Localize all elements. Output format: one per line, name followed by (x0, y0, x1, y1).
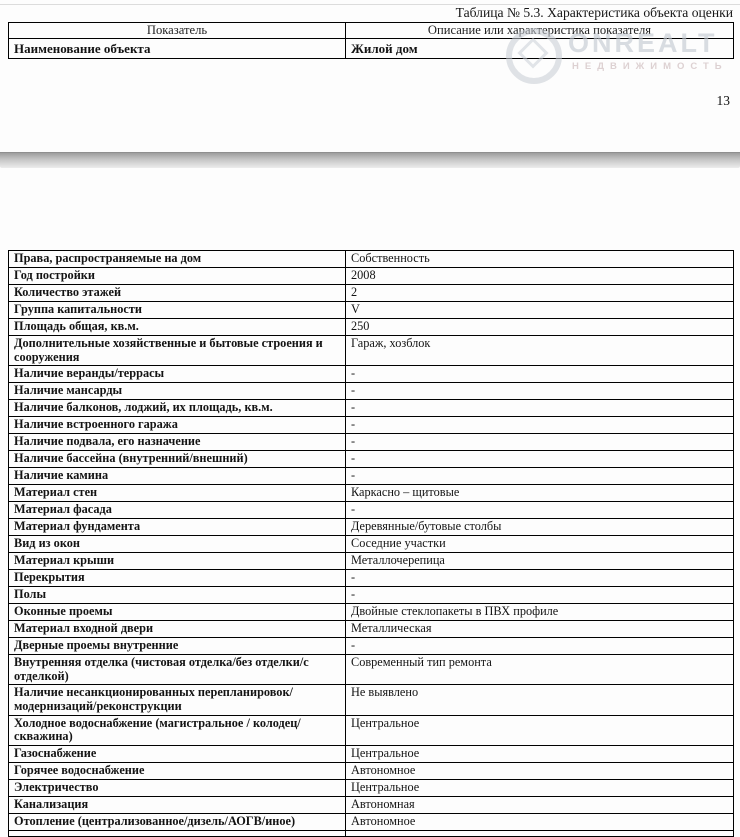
row-label: Канализация (9, 796, 346, 813)
row-label: Оконные проемы (9, 604, 346, 621)
table-row (9, 830, 734, 836)
table-row (9, 417, 734, 434)
row-label: Перекрытия (9, 570, 346, 587)
table-row (9, 434, 734, 451)
table-row (9, 553, 734, 570)
row-label: Материал входной двери (9, 621, 346, 638)
row-label: Внутренняя отделка (чистовая отделка/без отделки/с отделкой) (9, 655, 346, 685)
table-row (9, 302, 734, 319)
table-row (9, 502, 734, 519)
row-value: Металлочерепица (346, 553, 734, 570)
row-label: Наличие веранды/террасы (9, 366, 346, 383)
row-value: Автономное (346, 813, 734, 830)
row-label: Год постройки (9, 268, 346, 285)
row-label: Наличие встроенного гаража (9, 417, 346, 434)
row-value: Соседние участки (346, 536, 734, 553)
row-value: V (346, 302, 734, 319)
row-value: Жилой дом (346, 39, 734, 59)
row-value: - (346, 417, 734, 434)
row-value: Каркасно – щитовые (346, 485, 734, 502)
table-row (9, 285, 734, 302)
table-row (9, 268, 734, 285)
column-header-description: Описание или характеристика показателя (346, 23, 734, 39)
row-value: Центральное (346, 715, 734, 745)
row-label: Полы (9, 587, 346, 604)
table-row (9, 536, 734, 553)
table-row (9, 796, 734, 813)
table-row (9, 570, 734, 587)
row-label: Горячее водоснабжение (9, 762, 346, 779)
table-row (9, 336, 734, 366)
row-label: Материал стен (9, 485, 346, 502)
row-label: Наличие мансарды (9, 383, 346, 400)
table-row (9, 745, 734, 762)
page-number: 13 (716, 93, 730, 108)
row-label: Электричество (9, 779, 346, 796)
watermark-title: ONREALT (568, 28, 718, 58)
row-value: - (346, 502, 734, 519)
row-label: Отопление (централизованное/дизель/АОГВ/иное) (9, 813, 346, 830)
row-label: Холодное водоснабжение (магистральное / колодец/скважина) (9, 715, 346, 745)
table-row (9, 715, 734, 745)
table-row (9, 685, 734, 715)
row-value: - (346, 366, 734, 383)
table-caption: Таблица № 5.3. Характеристика объекта оценки (455, 5, 733, 20)
row-value: 2 (346, 285, 734, 302)
row-value: Современный тип ремонта (346, 655, 734, 685)
table-row (9, 400, 734, 417)
row-label: Материал крыши (9, 553, 346, 570)
column-header-indicator: Показатель (9, 23, 346, 39)
row-value: Двойные стеклопакеты в ПВХ профиле (346, 604, 734, 621)
table-row (9, 638, 734, 655)
row-value: 2008 (346, 268, 734, 285)
row-value: 250 (346, 319, 734, 336)
row-label: Наличие подвала, его назначение (9, 434, 346, 451)
row-label: Наличие несанкционированных перепланировок/модернизаций/реконструкции (9, 685, 346, 715)
row-label: Материал фасада (9, 502, 346, 519)
row-label: Площадь общая, кв.м. (9, 319, 346, 336)
table-row (9, 451, 734, 468)
table-row (9, 604, 734, 621)
row-value (346, 830, 734, 836)
table-row (9, 39, 734, 59)
row-value: Центральное (346, 779, 734, 796)
row-label: Дверные проемы внутренние (9, 638, 346, 655)
table-row (9, 813, 734, 830)
table-row (9, 366, 734, 383)
row-value: - (346, 383, 734, 400)
table-row (9, 621, 734, 638)
row-value: Деревянные/бутовые столбы (346, 519, 734, 536)
table-row (9, 587, 734, 604)
table-header-row (9, 23, 734, 39)
row-label: Наименование объекта (9, 39, 346, 59)
row-value: - (346, 451, 734, 468)
table-row (9, 779, 734, 796)
row-value: - (346, 400, 734, 417)
row-label: Материал фундамента (9, 519, 346, 536)
row-value: Центральное (346, 745, 734, 762)
row-value: Металлическая (346, 621, 734, 638)
row-value: - (346, 570, 734, 587)
row-value: - (346, 587, 734, 604)
page-break-separator (0, 152, 740, 168)
table-row (9, 383, 734, 400)
row-label: Газоснабжение (9, 745, 346, 762)
table-row (9, 485, 734, 502)
characteristics-table-body (9, 251, 734, 837)
row-value: - (346, 638, 734, 655)
table-row (9, 519, 734, 536)
table-row (9, 655, 734, 685)
row-value: Автономная (346, 796, 734, 813)
watermark-subtitle: НЕДВИЖИМОСТЬ (572, 61, 728, 72)
row-value: - (346, 434, 734, 451)
row-value: Гараж, хозблок (346, 336, 734, 366)
characteristics-table (8, 250, 734, 837)
table-row (9, 251, 734, 268)
row-label: Наличие бассейна (внутренний/внешний) (9, 451, 346, 468)
row-value: Автономное (346, 762, 734, 779)
row-label: Количество этажей (9, 285, 346, 302)
row-value: - (346, 468, 734, 485)
row-label: Наличие балконов, лоджий, их площадь, кв.м. (9, 400, 346, 417)
row-label: Вид из окон (9, 536, 346, 553)
row-label: Группа капитальности (9, 302, 346, 319)
row-label: Наличие камина (9, 468, 346, 485)
table-row (9, 762, 734, 779)
table-row (9, 319, 734, 336)
table-row (9, 468, 734, 485)
row-label: Дополнительные хозяйственные и бытовые строения и сооружения (9, 336, 346, 366)
row-value: Не выявлено (346, 685, 734, 715)
row-label: Права, распространяемые на дом (9, 251, 346, 268)
object-name-table (8, 22, 734, 59)
row-label (9, 830, 346, 836)
row-value: Собственность (346, 251, 734, 268)
